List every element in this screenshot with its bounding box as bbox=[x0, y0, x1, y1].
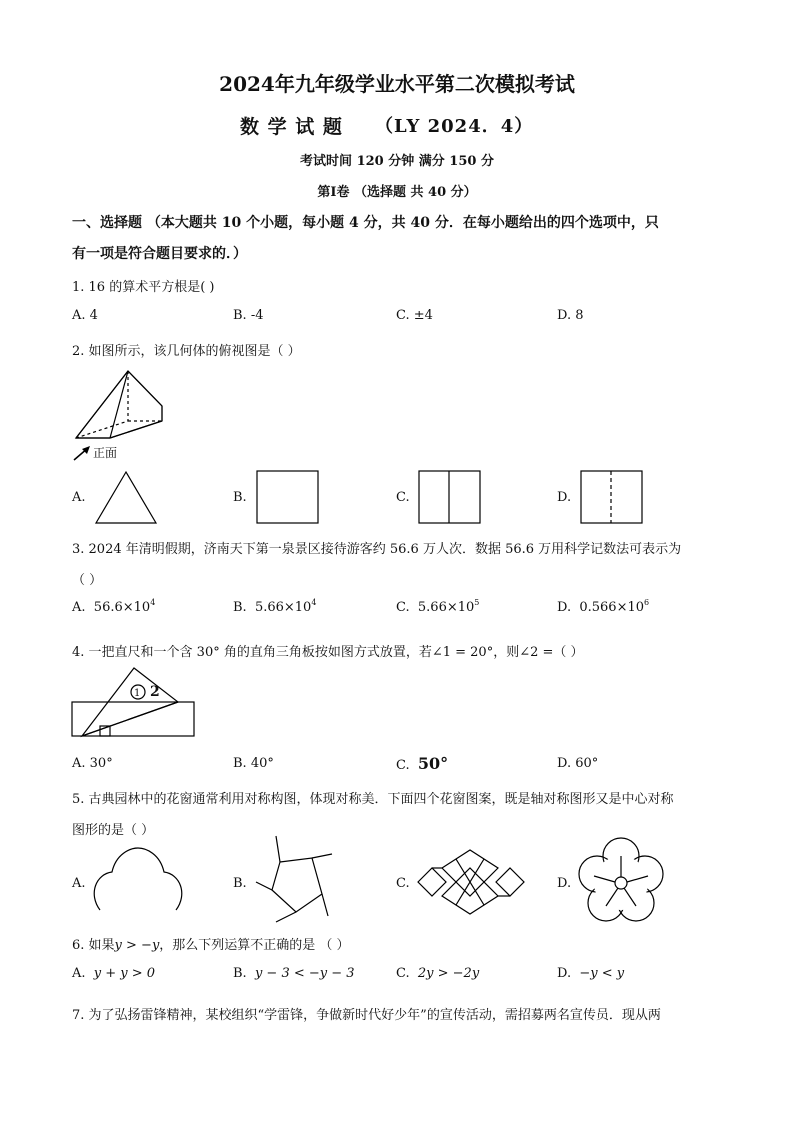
q5-option-d: D. bbox=[557, 876, 572, 891]
part-line: 第Ⅰ卷 （选择题 共 40 分） bbox=[317, 185, 477, 200]
q1-option-c: C. ±4 bbox=[396, 308, 433, 323]
q3-stem-line2: （ ） bbox=[72, 573, 103, 588]
q4-option-a: A. 30° bbox=[72, 756, 113, 771]
q3-option-d: D. $0.566\times 10^6$ bbox=[557, 598, 650, 615]
q2-stem: 2. 如图所示，该几何体的俯视图是（ ） bbox=[72, 344, 301, 359]
q6-stem: 6. 如果y > −y，那么下列运算不正确的是 （ ） bbox=[72, 938, 350, 953]
q6-option-b: B. y − 3 < −y − 3 bbox=[233, 966, 355, 981]
q1-option-d: D. 8 bbox=[557, 308, 584, 323]
q5-option-a: A. bbox=[72, 876, 86, 891]
angle-1-label: 1 bbox=[134, 688, 141, 699]
q1-option-a: A. 4 bbox=[72, 308, 98, 323]
q2-option-d: D. bbox=[557, 490, 572, 505]
window-pattern-lattice-figure bbox=[416, 848, 526, 916]
q5-stem-line2: 图形的是（ ） bbox=[72, 823, 155, 838]
ruler-triangle-figure bbox=[70, 664, 200, 740]
subject-title: 数 学 试 题 bbox=[240, 116, 343, 138]
q4-option-c: C. 50° bbox=[396, 754, 449, 773]
q3-option-b: B. $5.66\times 10^4$ bbox=[233, 598, 317, 615]
q6-option-a: A. y + y > 0 bbox=[72, 966, 156, 981]
window-pattern-cloud-figure bbox=[90, 846, 186, 916]
section-instructions-line2: 有一项是符合题目要求的．） bbox=[72, 246, 247, 262]
q1-option-b: B. -4 bbox=[233, 308, 264, 323]
front-view-label: 正面 bbox=[93, 446, 118, 460]
q5-option-c: C. bbox=[396, 876, 410, 891]
q2-rectangle-solid-line-figure bbox=[418, 470, 482, 526]
section-instructions-line1: 一、选择题 （本大题共 10 个小题，每小题 4 分，共 40 分．在每小题给出的四个选项中，只 bbox=[72, 215, 659, 231]
q4-stem: 4. 一把直尺和一个含 30° 角的直角三角板按如图方式放置，若∠1 = 20°，则∠2 =（ ） bbox=[72, 645, 584, 660]
q2-rectangle-dashed-line-figure bbox=[580, 470, 644, 526]
q2-option-b: B. bbox=[233, 490, 247, 505]
window-pattern-pinwheel-figure bbox=[256, 834, 336, 924]
q6-option-c: C. 2y > −2y bbox=[396, 966, 480, 981]
q3-option-c: C. $5.66\times 10^5$ bbox=[396, 598, 480, 615]
q4-option-d: D. 60° bbox=[557, 756, 599, 771]
exam-title: 2024年九年级学业水平第二次模拟考试 bbox=[219, 72, 575, 96]
q2-option-a: A. bbox=[72, 490, 86, 505]
q4-option-b: B. 40° bbox=[233, 756, 274, 771]
q5-option-b: B. bbox=[233, 876, 247, 891]
q2-rectangle-figure bbox=[256, 470, 320, 526]
q3-stem-line1: 3. 2024 年清明假期，济南天下第一泉景区接待游客约 56.6 万人次．数据 56.6 万用科学记数法可表示为 bbox=[72, 542, 682, 557]
q2-triangle-figure bbox=[94, 470, 158, 526]
q6-option-d: D. −y < y bbox=[557, 966, 625, 981]
q3-option-a: A. $56.6\times 10^4$ bbox=[72, 598, 156, 615]
arrow-icon bbox=[72, 446, 92, 462]
q7-stem: 7. 为了弘扬雷锋精神，某校组织“学雷锋，争做新时代好少年”的宣传活动，需招募两名宣传员．现从两 bbox=[72, 1008, 661, 1023]
window-pattern-flower-figure bbox=[578, 838, 664, 924]
time-line: 考试时间 120 分钟 满分 150 分 bbox=[300, 154, 494, 169]
q1-stem: 1. 16 的算术平方根是( ) bbox=[72, 280, 215, 295]
prism-figure bbox=[70, 366, 170, 446]
exam-code: （LY 2024．4） bbox=[375, 116, 534, 137]
q2-option-c: C. bbox=[396, 490, 410, 505]
q5-stem-line1: 5. 古典园林中的花窗通常利用对称构图，体现对称美．下面四个花窗图案，既是轴对称图形又是中心对称 bbox=[72, 792, 674, 807]
angle-2-label: 2 bbox=[150, 684, 160, 700]
